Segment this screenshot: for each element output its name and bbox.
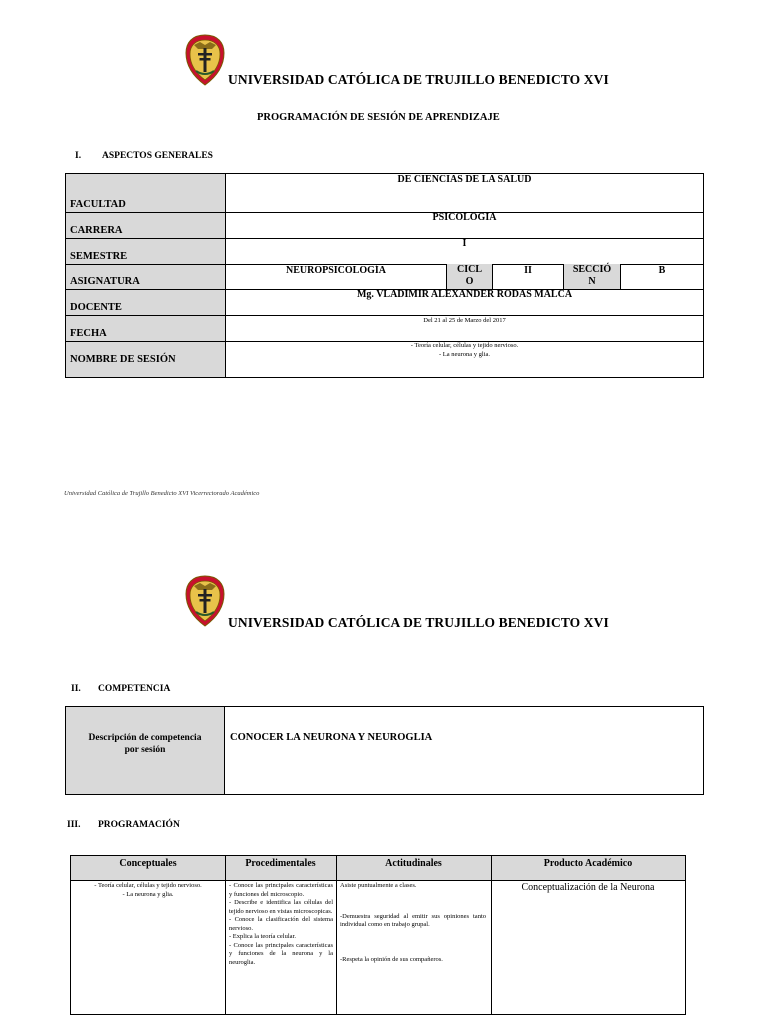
- programming-table: [70, 855, 686, 1015]
- list-item: - Conoce las principales características y funciones de la neurona y la neuroglia.: [229, 941, 333, 966]
- label-docente: DOCENTE: [66, 289, 226, 315]
- value-ciclo: II: [524, 265, 532, 276]
- list-item: Asiste puntualmente a clases.: [340, 882, 417, 889]
- label-nombre-sesion: NOMBRE DE SESIÓN: [66, 341, 226, 377]
- list-item: - Teoría celular, células y tejido nervioso.: [94, 882, 202, 889]
- header-actitudinales: Actitudinales: [336, 856, 491, 881]
- university-seal-icon: [182, 33, 228, 87]
- section-heading-competencia: [71, 684, 170, 694]
- label-semestre: SEMESTRE: [66, 238, 226, 264]
- value-nombre-sesion: - Teoría celular, células y tejido nervioso. - La neurona y glia.: [410, 342, 519, 358]
- page-footer: Universidad Católica de Trujillo Benedicto XVI Vicerrectorado Académico: [64, 490, 260, 497]
- document-title: PROGRAMACIÓN DE SESIÓN DE APRENDIZAJE: [257, 112, 500, 123]
- list-item: - Explica la teoría celular.: [229, 933, 296, 940]
- label-carrera: CARRERA: [66, 212, 226, 238]
- value-fecha: Del 21 al 25 de Marzo del 2017: [423, 317, 506, 324]
- list-item: - Conoce las principales características y funciones del microscopio.: [229, 882, 333, 898]
- header-conceptuales: Conceptuales: [71, 856, 225, 881]
- label-seccion: SECCIÓ N: [564, 264, 620, 289]
- producto-cell: Conceptualización de la Neurona: [521, 882, 655, 893]
- header-producto: Producto Académico: [491, 856, 685, 881]
- label-ciclo: CICL O: [447, 264, 492, 289]
- university-seal-icon: [182, 574, 228, 628]
- value-docente: Mg. VLADIMIR ALEXANDER RODAS MALCA: [356, 289, 573, 300]
- value-asignatura: NEUROPSICOLOGÍA: [285, 265, 386, 276]
- list-item: - Describe e identifica las células del tejido nervioso en vistas microscopicas.: [229, 899, 333, 915]
- label-fecha: FECHA: [66, 315, 226, 341]
- label-asignatura: ASIGNATURA: [66, 264, 226, 289]
- section-title: COMPETENCIA: [98, 684, 171, 694]
- university-title: UNIVERSIDAD CATÓLICA DE TRUJILLO BENEDICTO XVI: [228, 615, 609, 630]
- section-title: PROGRAMACIÓN: [98, 820, 180, 830]
- value-carrera: PSICOLOGIA: [432, 212, 497, 223]
- general-aspects-table: [65, 173, 704, 378]
- value-facultad: DE CIENCIAS DE LA SALUD: [397, 174, 532, 185]
- section-number: II.: [71, 684, 81, 694]
- list-item: - Conoce la clasificación del sistema nervioso.: [229, 916, 333, 932]
- section-title: ASPECTOS GENERALES: [102, 151, 213, 161]
- label-competencia: Descripción de competencia por sesión: [66, 707, 225, 794]
- label-facultad: FACULTAD: [66, 174, 226, 212]
- section-number: III.: [67, 820, 81, 830]
- section-heading-programacion: [67, 820, 180, 830]
- competence-table: [65, 706, 704, 795]
- university-title: UNIVERSIDAD CATÓLICA DE TRUJILLO BENEDICTO XVI: [228, 72, 609, 87]
- list-item: -Demuestra seguridad al emitir sus opiniones tanto individual como en trabajo grupal.: [340, 912, 486, 928]
- section-heading-aspectos: [75, 151, 213, 161]
- actitudinales-cell: [340, 882, 486, 964]
- list-item: -Respeta la opinión de sus compañeros.: [340, 955, 443, 963]
- conceptuales-cell: [73, 882, 223, 899]
- value-seccion: B: [658, 265, 666, 276]
- value-competencia: CONOCER LA NEURONA Y NEUROGLIA: [230, 732, 433, 743]
- list-item: - La neurona y glia.: [122, 890, 174, 898]
- section-number: I.: [75, 151, 82, 161]
- value-semestre: I: [462, 238, 467, 249]
- header-procedimentales: Procedimentales: [225, 856, 336, 881]
- procedimentales-cell: [229, 882, 333, 967]
